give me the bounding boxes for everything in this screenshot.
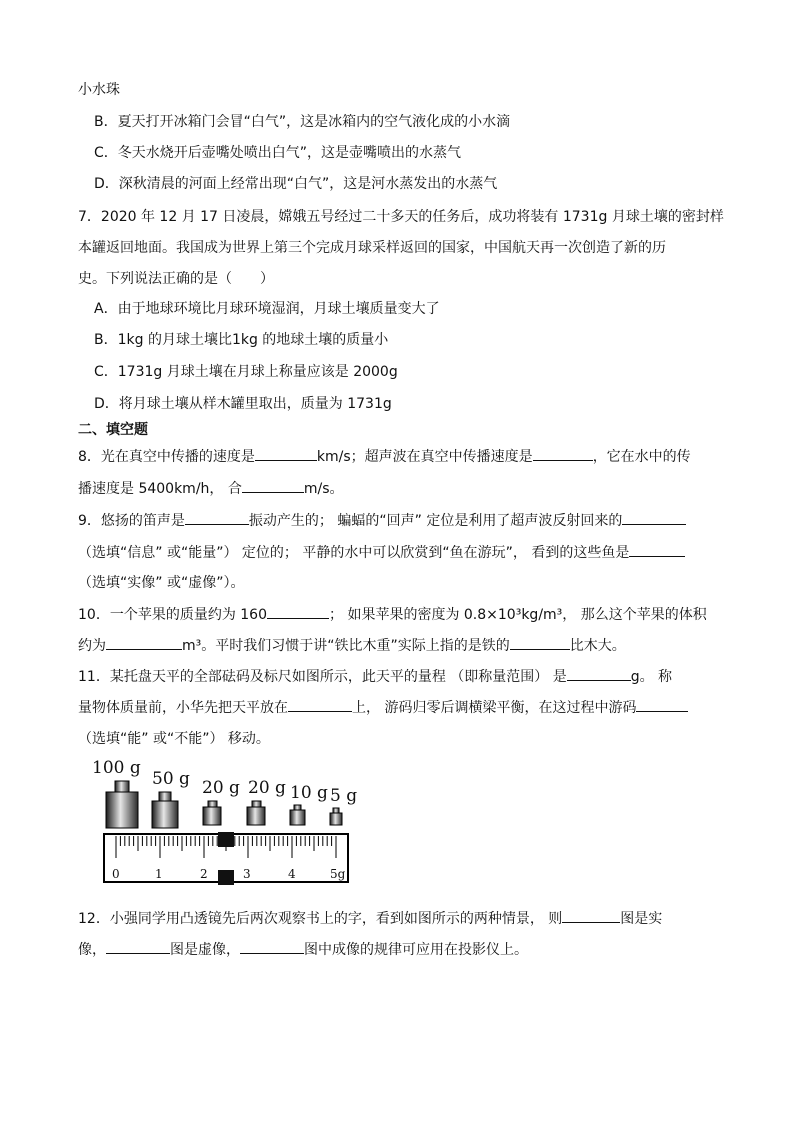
q12-text: 图是实	[620, 911, 663, 927]
weight-label: 5 g	[330, 786, 358, 806]
q11-text: 11．某托盘天平的全部砝码及标尺如图所示，此天平的量程 （即称量范围） 是	[78, 669, 567, 685]
q12-line2	[78, 939, 528, 960]
q11-line3: （选填“能” 或“不能”） 移动。	[78, 731, 270, 747]
q8-text: m/s。	[303, 481, 344, 497]
answer-blank	[267, 604, 329, 619]
answer-blank	[106, 939, 170, 954]
answer-blank	[288, 697, 352, 712]
q12-text: 图是虚像，	[170, 942, 240, 958]
answer-blank	[255, 446, 317, 461]
q12-text: 12．小强同学用凸透镜先后两次观察书上的字，看到如图所示的两种情景， 则	[78, 911, 563, 927]
q9-line2	[78, 542, 685, 563]
scale-number: 1	[155, 867, 163, 881]
answer-blank	[562, 908, 620, 923]
q8-text: 8．光在真空中传播的速度是	[78, 449, 255, 465]
weight-label: 20 g	[248, 778, 286, 798]
q9-line3: （选填“实像” 或“虚像”）。	[78, 575, 245, 591]
rider-top	[218, 832, 234, 847]
q9-text: 9．悠扬的笛声是	[78, 513, 185, 529]
weight-label: 100 g	[92, 758, 141, 778]
answer-blank	[622, 510, 686, 525]
answer-blank	[629, 542, 685, 557]
q12-text: 像，	[78, 942, 106, 958]
option-text-continued: 小水珠	[78, 82, 120, 98]
q6-option-b: B．夏天打开冰箱门会冒“白气”，这是冰箱内的空气液化成的小水滴	[94, 114, 511, 130]
answer-blank	[533, 446, 593, 461]
rider-bottom	[218, 870, 234, 885]
q7-stem-line3: 史。下列说法正确的是（ ）	[78, 271, 274, 287]
q10-text: 比木大。	[569, 638, 626, 654]
q10-text: 10．一个苹果的质量约为 160	[78, 607, 267, 623]
q9-text: 振动产生的； 蝙蝠的“回声” 定位是利用了超声波反射回来的	[248, 513, 623, 529]
q11-line2	[78, 697, 688, 718]
scale-number: 2	[200, 867, 208, 881]
q11-text: g。 称	[630, 669, 673, 685]
q8-text: ，它在水中的传	[592, 449, 691, 465]
q7-stem-line1: 7．2020 年 12 月 17 日凌晨，嫦娥五号经过二十多天的任务后，成功将装有 1731g 月球土壤的密封样	[78, 209, 724, 225]
answer-blank	[242, 478, 304, 493]
q10-text: 约为	[78, 638, 106, 654]
q11-line1	[78, 666, 672, 687]
q7-option-b: B．1kg 的月球土壤比1kg 的地球土壤的质量小	[94, 332, 389, 348]
weights-and-scale-figure	[92, 758, 362, 888]
scale-number: 4	[288, 867, 296, 881]
q6-option-d: D．深秋清晨的河面上经常出现“白气”，这是河水蒸发出的水蒸气	[94, 176, 498, 192]
weight-20g-a	[203, 801, 221, 825]
section-heading-fill-in: 二、填空题	[78, 422, 148, 438]
q10-line1	[78, 604, 707, 625]
q11-text: 上， 游码归零后调横梁平衡，在这过程中游码	[352, 700, 637, 716]
answer-blank	[567, 666, 631, 681]
weight-5g	[330, 808, 342, 825]
weight-label: 50 g	[152, 769, 190, 789]
q7-stem-line2: 本罐返回地面。我国成为世界上第三个完成月球采样返回的国家，中国航天再一次创造了新的历	[78, 240, 666, 256]
answer-blank	[240, 939, 304, 954]
q9-text: （选填“信息” 或“能量”） 定位的； 平静的水中可以欣赏到“鱼在游玩”， 看到的这些鱼是	[78, 545, 630, 561]
answer-blank	[185, 510, 249, 525]
weight-50g	[152, 792, 178, 828]
rider-scale	[104, 832, 348, 885]
q12-text: 图中成像的规律可应用在投影仪上。	[304, 942, 528, 958]
q6-option-c: C．冬天水烧开后壶嘴处喷出白气”，这是壶嘴喷出的水蒸气	[94, 145, 462, 161]
q10-text: ； 如果苹果的密度为 0.8×10³kg/m³， 那么这个苹果的体积	[329, 607, 707, 623]
weight-100g	[106, 781, 138, 828]
q8-text: km/s；超声波在真空中传播速度是	[316, 449, 533, 465]
answer-blank	[636, 697, 688, 712]
q8-text: 播速度是 5400km/h， 合	[78, 481, 242, 497]
q9-line1	[78, 510, 686, 531]
scale-number: 0	[112, 867, 120, 881]
answer-blank	[106, 635, 182, 650]
scale-number: 3	[243, 867, 251, 881]
q10-line2	[78, 635, 626, 656]
q12-line1	[78, 908, 662, 929]
q7-option-c: C．1731g 月球土壤在月球上称量应该是 2000g	[94, 364, 398, 380]
weight-label: 20 g	[202, 778, 240, 798]
q10-text: m³。平时我们习惯于讲“铁比木重”实际上指的是铁的	[182, 638, 510, 654]
weight-label: 10 g	[290, 783, 328, 803]
q8-line2	[78, 478, 344, 499]
q7-option-d: D．将月球土壤从样木罐里取出，质量为 1731g	[94, 396, 392, 412]
weight-10g	[290, 805, 305, 825]
scale-number: 5g	[330, 867, 346, 881]
q7-option-a: A．由于地球环境比月球环境湿润，月球土壤质量变大了	[94, 301, 440, 317]
answer-blank	[510, 635, 570, 650]
q11-text: 量物体质量前，小华先把天平放在	[78, 700, 288, 716]
weight-20g-b	[247, 801, 265, 825]
q8-line1	[78, 446, 691, 467]
